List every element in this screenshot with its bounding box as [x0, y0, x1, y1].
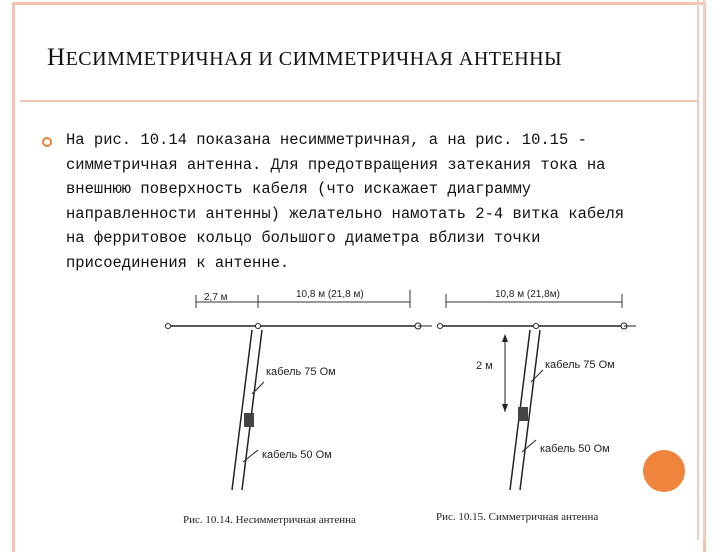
right-vertical-dim-arrow-down: [502, 404, 508, 412]
right-vertical-dim-arrow-up: [502, 334, 508, 342]
left-cable50-label: кабель 50 Ом: [262, 449, 332, 461]
right-ferrite-ring: [518, 407, 528, 421]
figure-right: [436, 289, 636, 523]
right-dim-long-label: 10,8 м (21,8м): [495, 289, 560, 300]
right-caption: Рис. 10.15. Симметричная антенна: [436, 511, 599, 523]
left-ferrite-ring: [244, 413, 254, 427]
left-cable75-label: кабель 75 Ом: [266, 366, 336, 378]
figure-left: [166, 289, 433, 526]
slide-title-rest: ЕСИММЕТРИЧНАЯ И СИММЕТРИЧНАЯ АНТЕННЫ: [65, 48, 563, 70]
right-feed-point: [534, 324, 539, 329]
left-cable75-pointer: [252, 382, 264, 394]
left-cable50-pointer: [243, 450, 258, 462]
left-dim-short-label: 2,7 м: [204, 292, 228, 303]
slide-title-first-letter: Н: [47, 44, 66, 71]
left-caption: Рис. 10.14. Несимметричная антенна: [183, 514, 356, 526]
left-feed-point: [256, 324, 261, 329]
left-cable-edge-a: [232, 330, 252, 490]
right-vertical-dim-label: 2 м: [476, 360, 493, 372]
right-cable50-label: кабель 50 Ом: [540, 443, 610, 455]
right-insulator-start: [438, 324, 443, 329]
left-insulator-start: [166, 324, 171, 329]
right-cable50-pointer: [522, 440, 536, 452]
right-cable75-pointer: [531, 370, 543, 382]
bullet-text: На рис. 10.14 показана несимметричная, а на рис. 10.15 - симметричная антенна. Для предотвращения затекания тока на внешнюю поверхность кабеля (что искажает диаграмму направленности антенны) желательно намотать 2-4 витка кабеля на ферритовое кольцо большого диаметра вблизи точки присоединения к антенне.: [66, 131, 625, 272]
left-cable-edge-b: [242, 330, 262, 490]
right-cable75-label: кабель 75 Ом: [545, 359, 615, 371]
left-dim-long-label: 10,8 м (21,8 м): [296, 289, 364, 300]
accent-circle: [643, 450, 685, 492]
